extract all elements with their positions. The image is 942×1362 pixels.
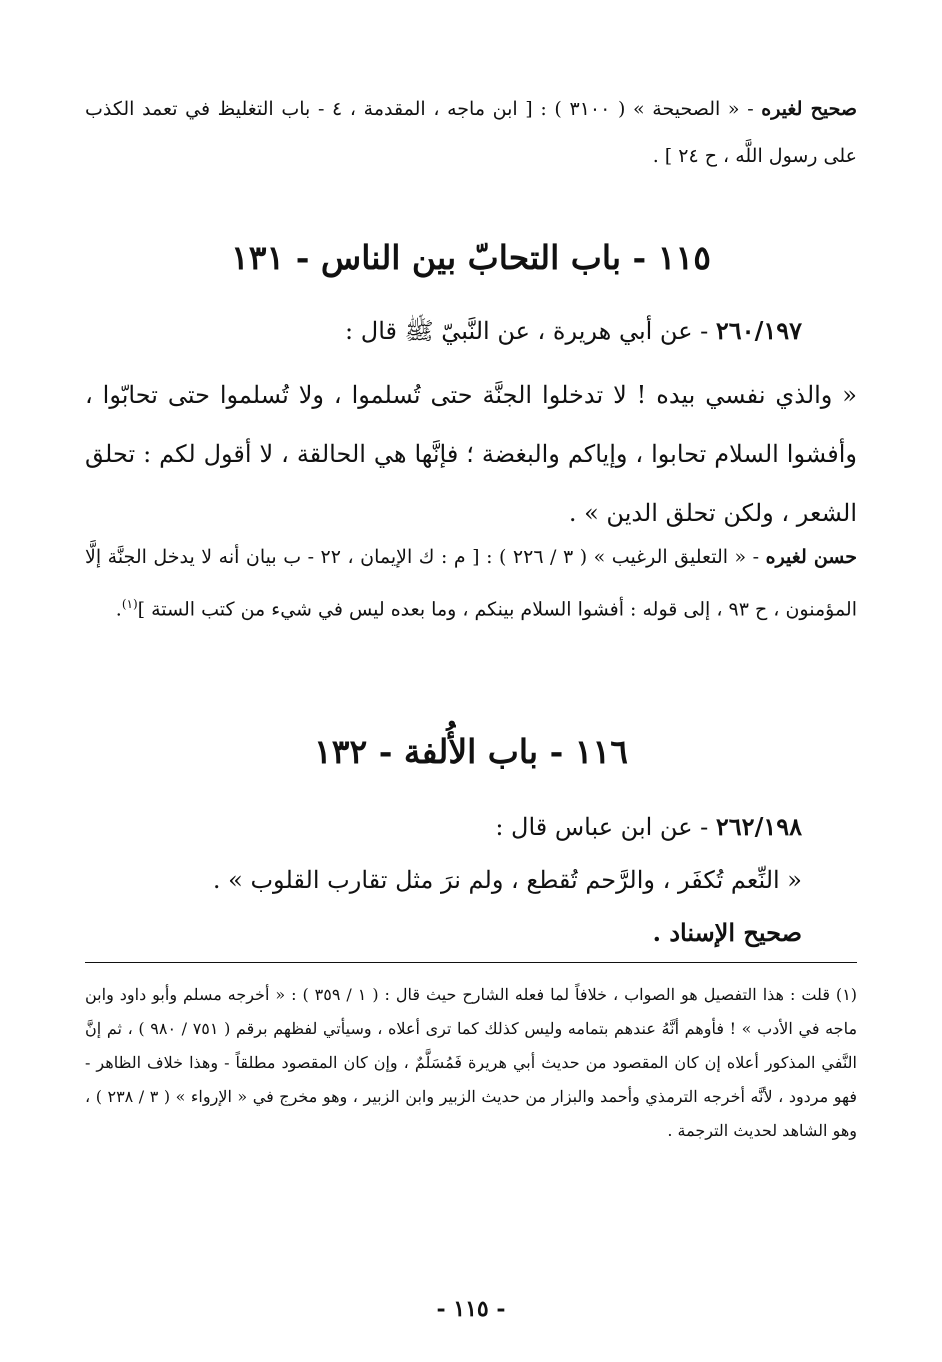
hadith-narrator: - عن أبي هريرة ، عن النَّبيّ ﷺ قال : [345, 317, 716, 345]
footnote-separator [85, 962, 857, 963]
page-number: - ١١٥ - [436, 1296, 506, 1322]
hadith-197-source [85, 534, 857, 633]
hadith-198-text: « النِّعم تُكفَر ، والرَّحم تُقطع ، ولم نرَ مثل تقارب القلوب » . [212, 866, 802, 894]
hadith-198-grade: صحيح الإسناد . [652, 918, 802, 947]
chapter-heading-116: ١١٦ - باب الأُلفة - ١٣٢ [314, 732, 628, 771]
hadith-narrator: - عن ابن عباس قال : [495, 813, 716, 841]
grade-label: صحيح لغيره [761, 98, 858, 120]
hadith-198-intro [85, 812, 802, 841]
source-text: - « التعليق الرغيب » ( ٣ / ٢٢٦ ) : [ م : ك الإيمان ، ٢٢ - ب بيان أنه لا يدخل الجنَّة إلَّا المؤمنون ، ح ٩٣ ، إلى قوله : أفشوا السلام بينكم ، وما بعده ليس في شيء من كتب الستة ] [85, 546, 857, 621]
footnote: (١) قلت : هذا التفصيل هو الصواب ، خلافاً لما فعله الشارح حيث قال : ( ١ / ٣٥٩ ) : « أخرجه مسلم وأبو داود وابن ماجه في الأدب » ! فأوهم أنَّهُ عندهم بتمامه وليس كذلك كما ترى أعلاه ، وسيأتي لفظهم برقم ( ٧٥١ / ٩٨٠ ) ، ثم إنَّ النَّفي المذكور أعلاه إن كان المقصود من حديث أبي هريرة فَمُسَلَّمٌ ، وإن كان المقصود مطلقاً - وهذا خلاف الظاهر - فهو مردود ، لأنَّه أخرجه الترمذي وأحمد والبزار من حديث الزبير وابن الزبير ، وهو مخرج في « الإرواء » ( ٣ / ٢٣٨ ) ، وهو الشاهد لحديث الترجمة . [85, 985, 858, 1140]
footnote-reference: (١) [121, 597, 138, 611]
hadith-number: ٢٦٠/١٩٧ [715, 316, 802, 345]
hadith-197-intro [85, 316, 802, 351]
hadith-197-text: « والذي نفسي بيده ! لا تدخلوا الجنَّة حتى تُسلموا ، ولا تُسلموا حتى تحابّوا ، وأفشوا السلام تحابوا ، وإياكم والبغضة ؛ فإنَّها هي الحالقة ، لا أقول لكم : تحلق الشعر ، ولكن تحلق الدين » . [85, 381, 857, 527]
source-end: . [115, 598, 122, 621]
source-text: - « الصحيحة » ( ٣١٠٠ ) : [ ابن ماجه ، المقدمة ، ٤ - باب التغليظ في تعمد الكذب على رسول اللَّه ، ح ٢٤ ] . [85, 98, 857, 167]
grade-label: حسن لغيره [765, 546, 857, 568]
top-source-note [85, 86, 857, 180]
hadith-number: ٢٦٢/١٩٨ [715, 812, 802, 841]
chapter-heading-115: ١١٥ - باب التحابّ بين الناس - ١٣١ [231, 238, 711, 277]
